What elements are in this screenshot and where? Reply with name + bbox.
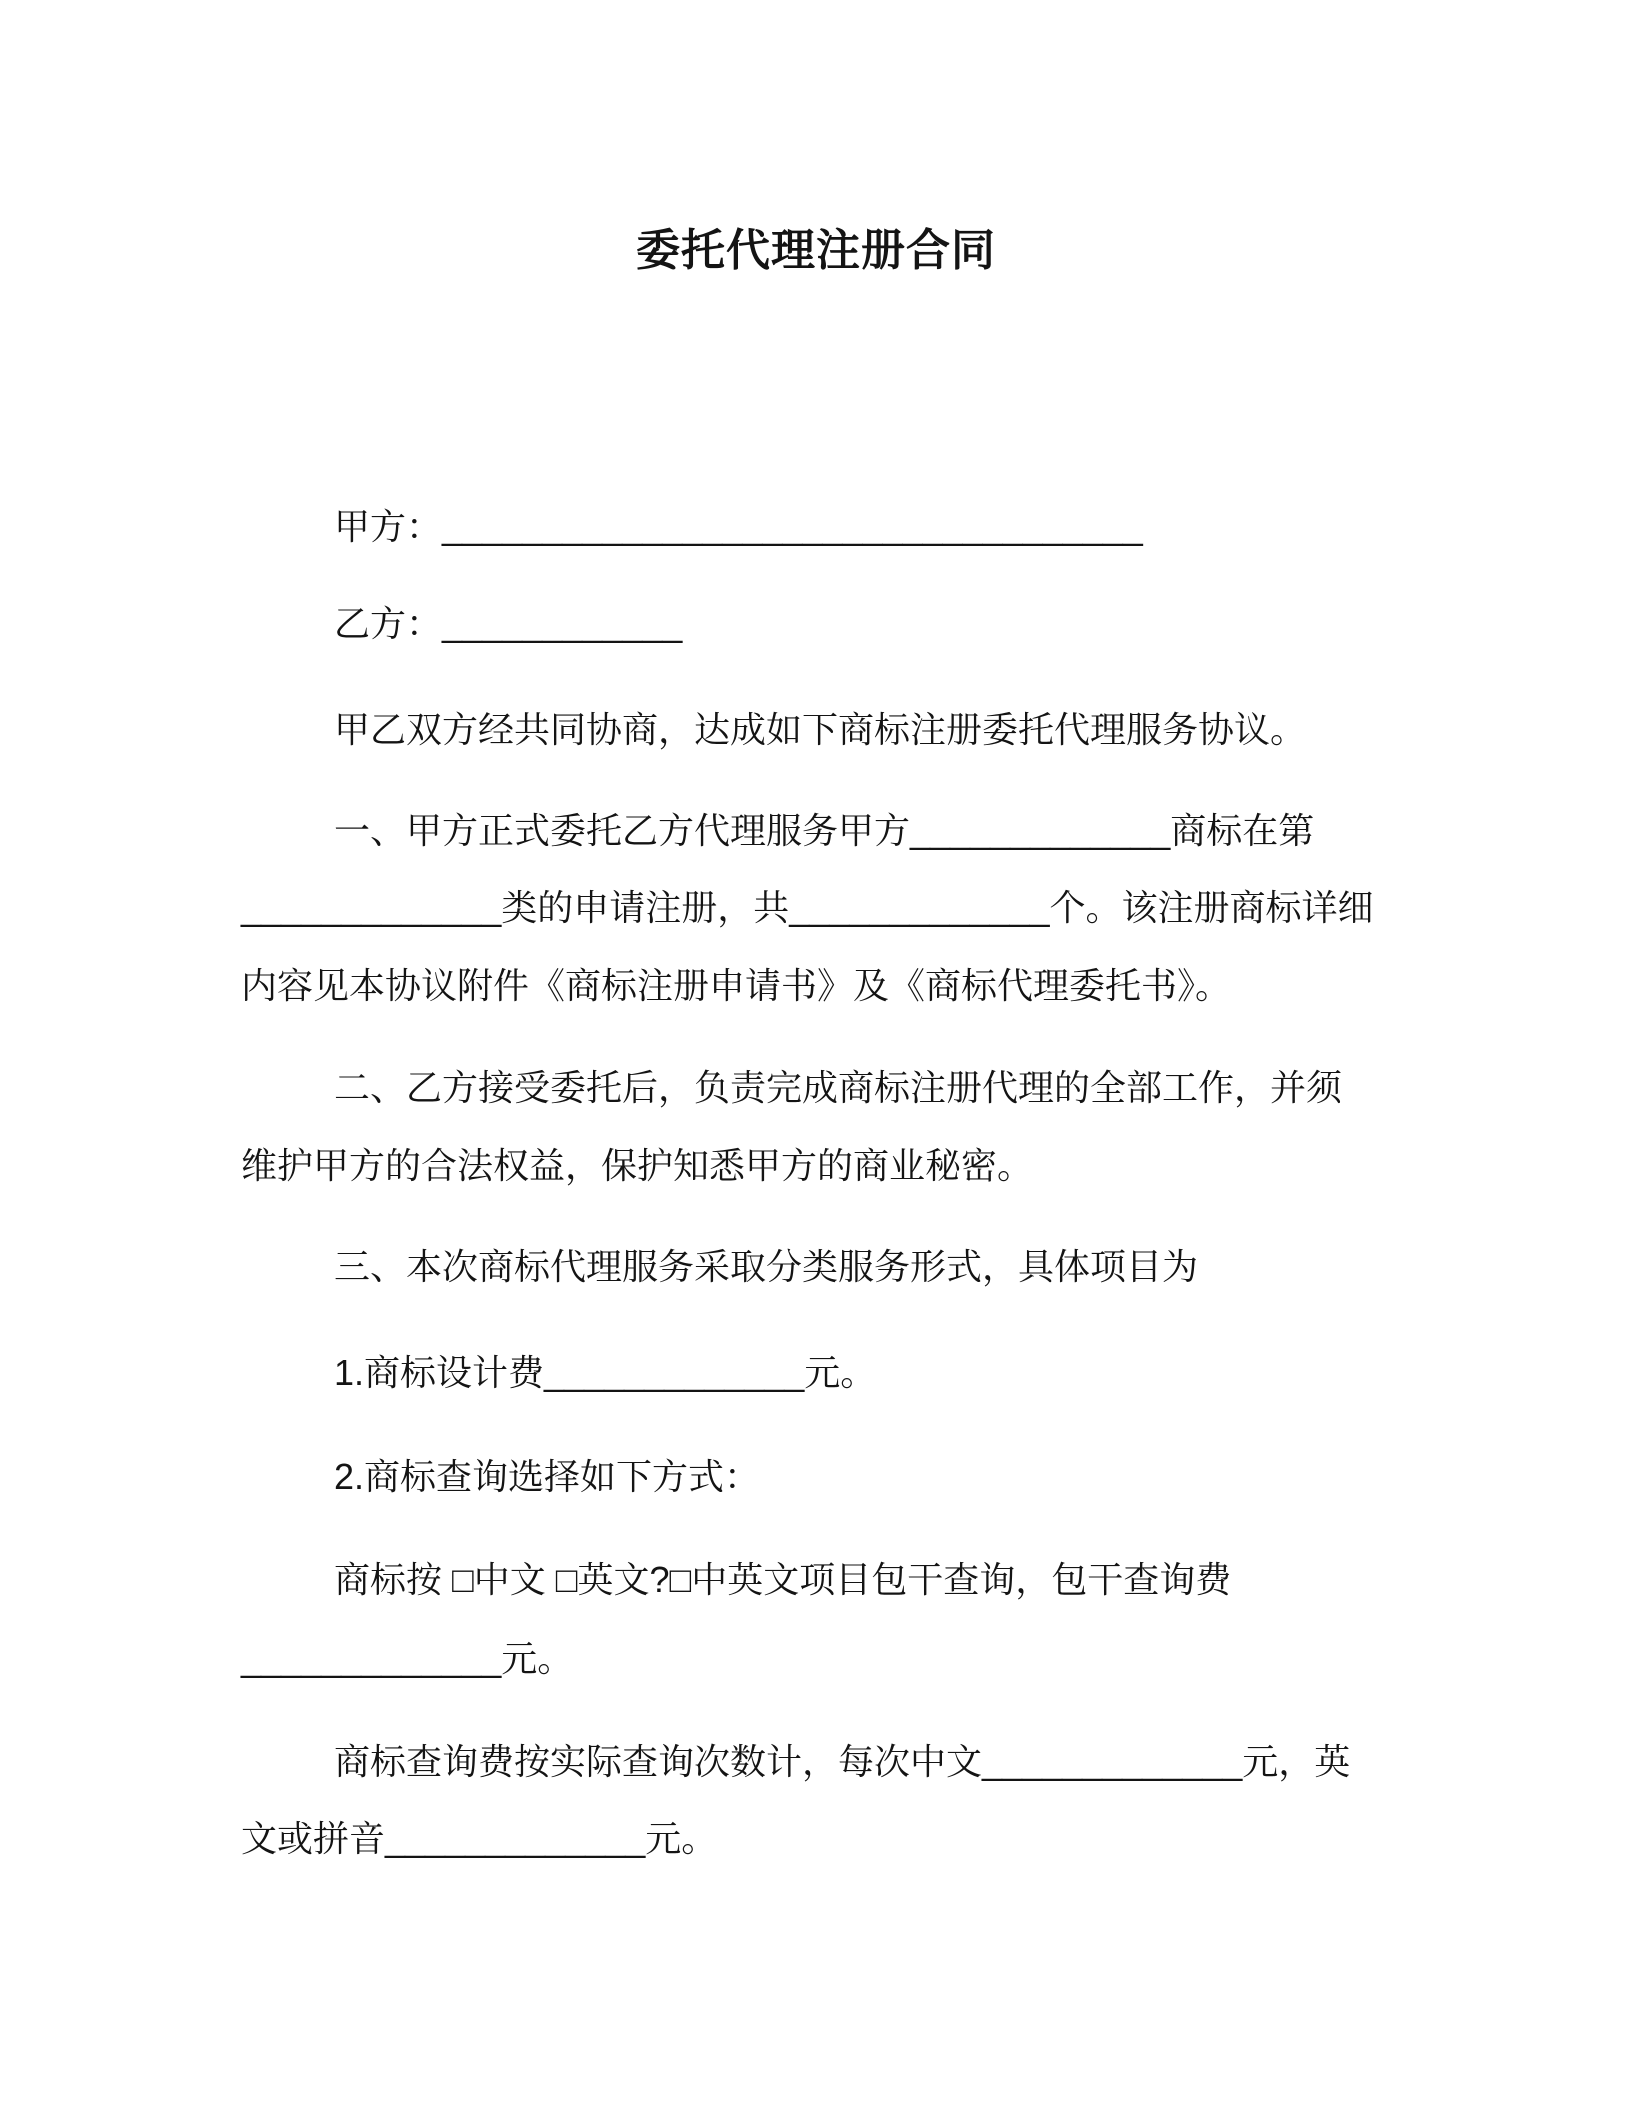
clause-1-line: 内容见本协议附件《商标注册申请书》及《商标代理委托书》。 xyxy=(241,965,1232,1006)
search-per-time-line: 商标查询费按实际查询次数计，每次中文_____________元，英 xyxy=(334,1741,1351,1782)
party-a-line: 甲方：___________________________________ xyxy=(334,506,1143,547)
search-package-line: _____________元。 xyxy=(241,1638,574,1679)
clause-2-line: 维护甲方的合法权益，保护知悉甲方的商业秘密。 xyxy=(241,1145,1034,1186)
search-package-line: 商标按 □中文 □英文?□中英文项目包干查询，包干查询费 xyxy=(334,1559,1232,1600)
clause-1-line: 一、甲方正式委托乙方代理服务甲方_____________商标在第 xyxy=(334,810,1315,851)
search-per-time-line: 文或拼音_____________元。 xyxy=(241,1818,718,1859)
item-2-search-method: 2.商标查询选择如下方式： xyxy=(334,1456,761,1497)
item-1-design-fee: 1.商标设计费_____________元。 xyxy=(334,1352,877,1393)
clause-3-line: 三、本次商标代理服务采取分类服务形式，具体项目为 xyxy=(334,1246,1199,1287)
document-title: 委托代理注册合同 xyxy=(636,226,996,275)
party-b-line: 乙方：____________ xyxy=(334,603,683,644)
clause-1-line: _____________类的申请注册，共_____________个。该注册商标详细 xyxy=(241,887,1374,928)
clause-2-line: 二、乙方接受委托后，负责完成商标注册代理的全部工作，并须 xyxy=(334,1067,1343,1108)
intro-paragraph: 甲乙双方经共同协商，达成如下商标注册委托代理服务协议。 xyxy=(334,709,1307,750)
